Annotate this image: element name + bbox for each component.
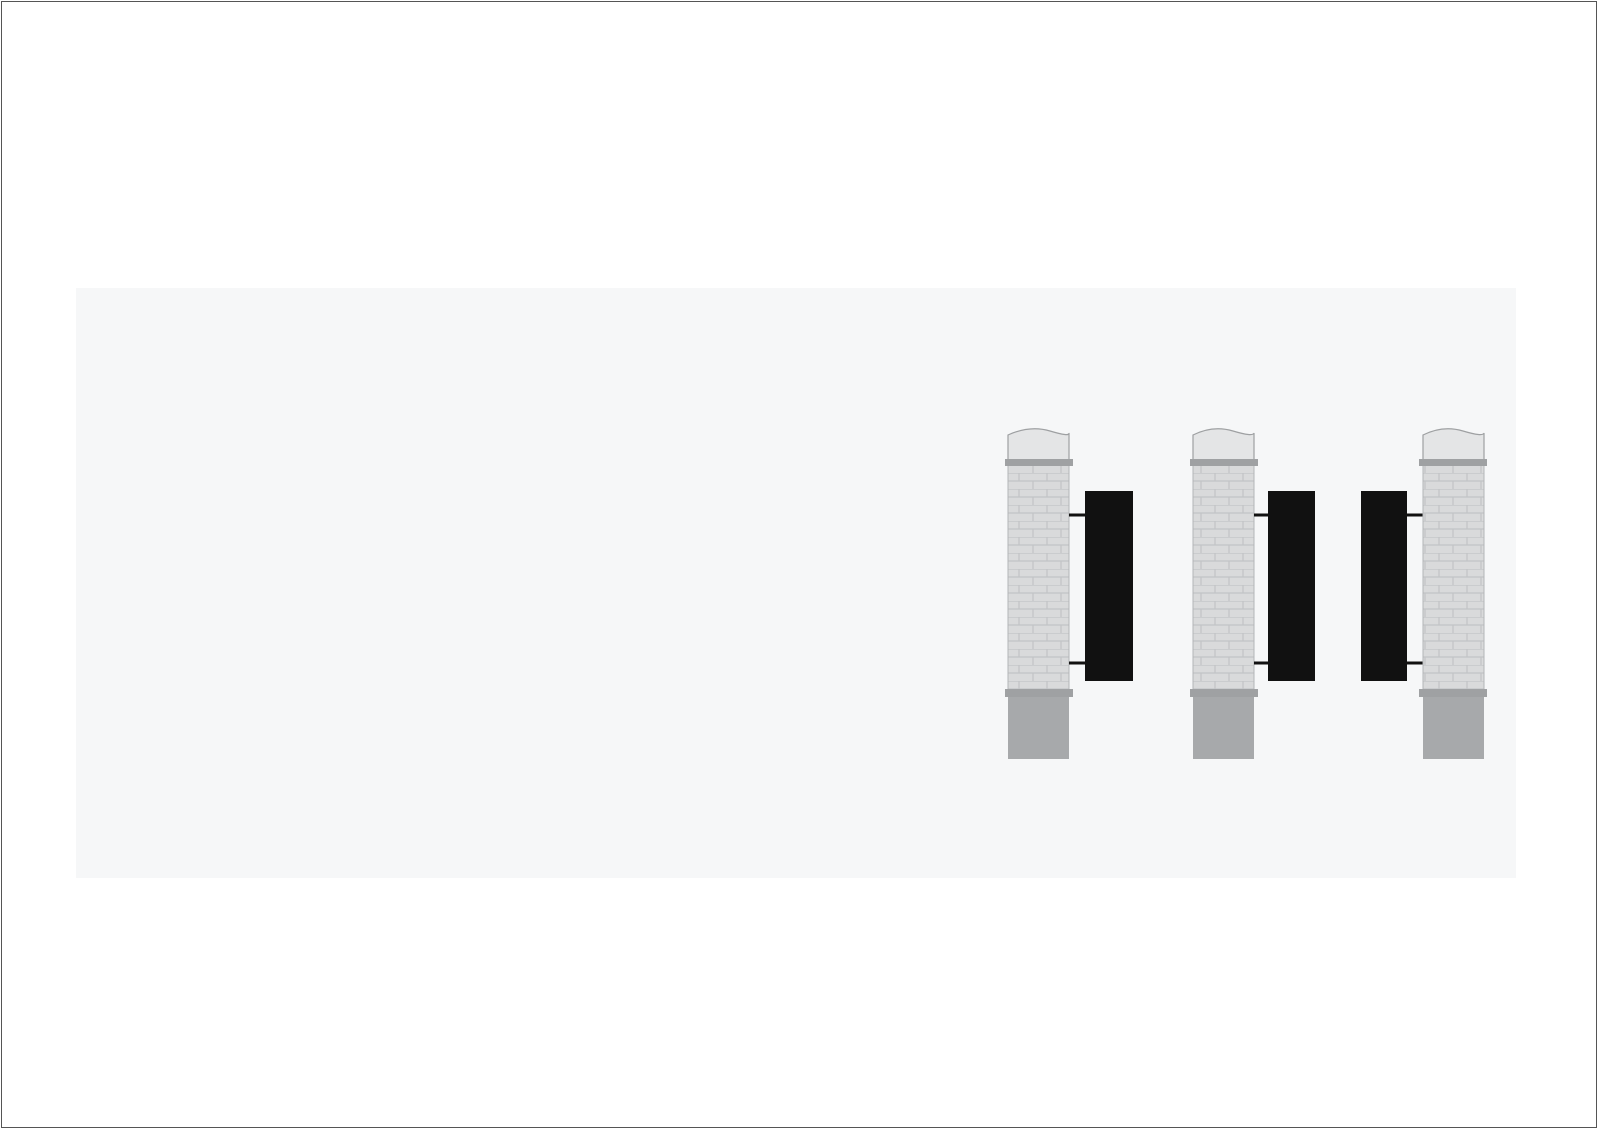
- pillar: [1005, 429, 1073, 759]
- sign-stacked: [1254, 491, 1315, 681]
- sign-rotated-ccw: [1361, 491, 1423, 681]
- vertical-signage-illustration: [1005, 425, 1520, 775]
- pillar: [1190, 429, 1258, 759]
- sign-rotated-cw: [1069, 491, 1133, 681]
- pillar: [1419, 429, 1487, 759]
